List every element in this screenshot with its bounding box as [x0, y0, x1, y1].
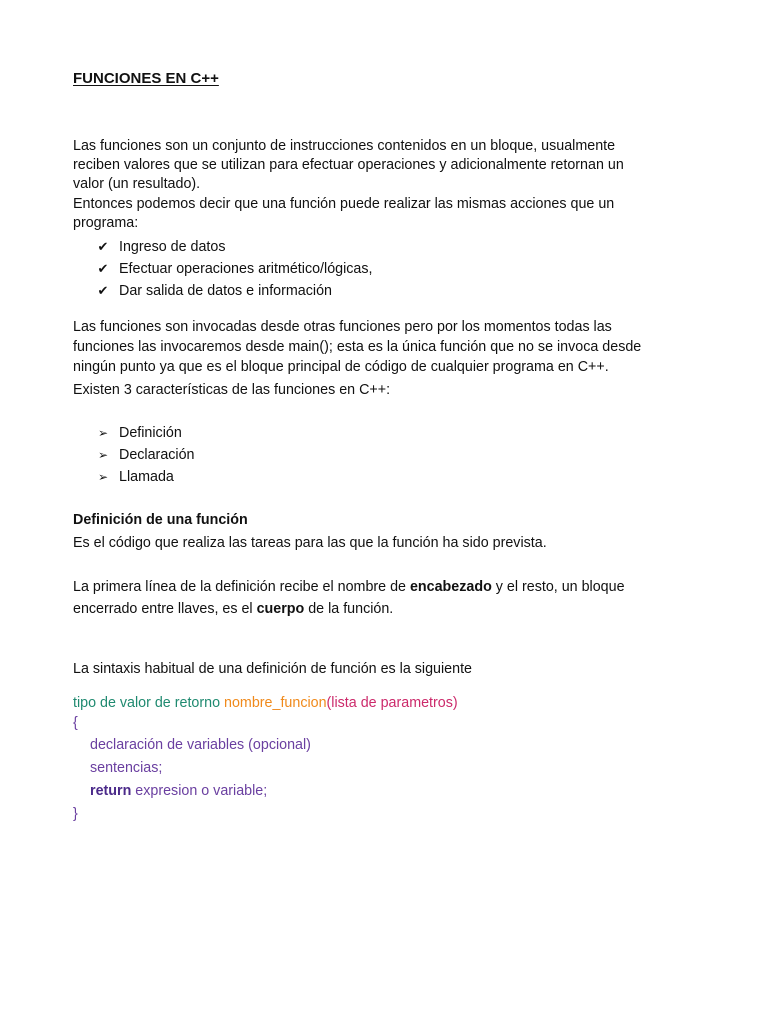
actions-list	[73, 236, 373, 302]
text-run: de la función.	[304, 601, 394, 617]
list-item-label: Efectuar operaciones aritmético/lógicas,	[119, 261, 373, 277]
return-type: tipo de valor de retorno	[73, 695, 225, 711]
arrow-bullet-icon: ➢	[97, 470, 109, 484]
code-line: declaración de variables (opcional)	[90, 737, 311, 753]
invocation-line: Las funciones son invocadas desde otras funciones pero por los momentos todas las	[73, 319, 612, 335]
intro-line: reciben valores que se utilizan para efectuar operaciones y adicionalmente retornan un	[73, 157, 624, 174]
function-name: nombre_funcion	[224, 695, 327, 711]
list-item	[73, 466, 195, 488]
code-return-line	[73, 781, 458, 804]
characteristics-intro: Existen 3 características de las funciones en C++:	[73, 382, 391, 398]
intro-paragraph	[73, 137, 703, 233]
list-item	[73, 444, 195, 466]
definition-text: Es el código que realiza las tareas para las que la función ha sido prevista.	[73, 535, 547, 551]
characteristics-list	[73, 422, 195, 488]
list-item-label: Definición	[119, 425, 182, 441]
arrow-bullet-icon: ➢	[97, 448, 109, 462]
list-item	[73, 236, 373, 258]
check-mark-icon: ✔	[97, 283, 109, 298]
list-item-label: Declaración	[119, 447, 195, 463]
syntax-intro: La sintaxis habitual de una definición de función es la siguiente	[73, 661, 473, 677]
bold-term: encabezado	[409, 579, 492, 595]
definition-heading: Definición de una función	[73, 512, 248, 528]
arrow-bullet-icon: ➢	[97, 426, 109, 440]
code-signature-line	[73, 693, 458, 713]
intro-line: Entonces podemos decir que una función puede realizar las mismas acciones que un	[73, 195, 615, 212]
list-item-label: Llamada	[119, 469, 174, 485]
list-item	[73, 258, 373, 280]
text-run: La primera línea de la definición recibe el nombre de	[73, 579, 410, 595]
syntax-code-block	[73, 693, 458, 824]
list-item	[73, 280, 373, 302]
intro-line: valor (un resultado).	[73, 176, 201, 193]
check-mark-icon: ✔	[97, 261, 109, 276]
list-item-label: Dar salida de datos e información	[119, 283, 332, 299]
bold-term: cuerpo	[256, 601, 305, 617]
intro-line: programa:	[73, 214, 139, 231]
text-run: y el resto, un bloque	[491, 579, 625, 595]
code-line: sentencias;	[90, 760, 163, 776]
intro-line: Las funciones son un conjunto de instrucciones contenidos en un bloque, usualmente	[73, 138, 616, 154]
text-run: encerrado entre llaves, es el	[73, 601, 257, 617]
return-expression: expresion o variable;	[131, 783, 268, 799]
list-item-label: Ingreso de datos	[119, 239, 226, 255]
check-mark-icon: ✔	[97, 239, 109, 254]
list-item	[73, 422, 195, 444]
open-brace: {	[73, 715, 78, 731]
parameter-list: (lista de parametros)	[326, 695, 458, 711]
invocation-line: ningún punto ya que es el bloque principal de código de cualquier programa en C++.	[73, 358, 609, 375]
invocation-paragraph	[73, 318, 703, 377]
return-keyword: return	[90, 783, 132, 799]
close-brace: }	[73, 806, 78, 822]
document-title: FUNCIONES EN C++	[73, 70, 219, 87]
invocation-line: funciones las invocaremos desde main(); esta es la única función que no se invoca desde	[73, 338, 642, 355]
first-line-paragraph	[73, 576, 703, 620]
